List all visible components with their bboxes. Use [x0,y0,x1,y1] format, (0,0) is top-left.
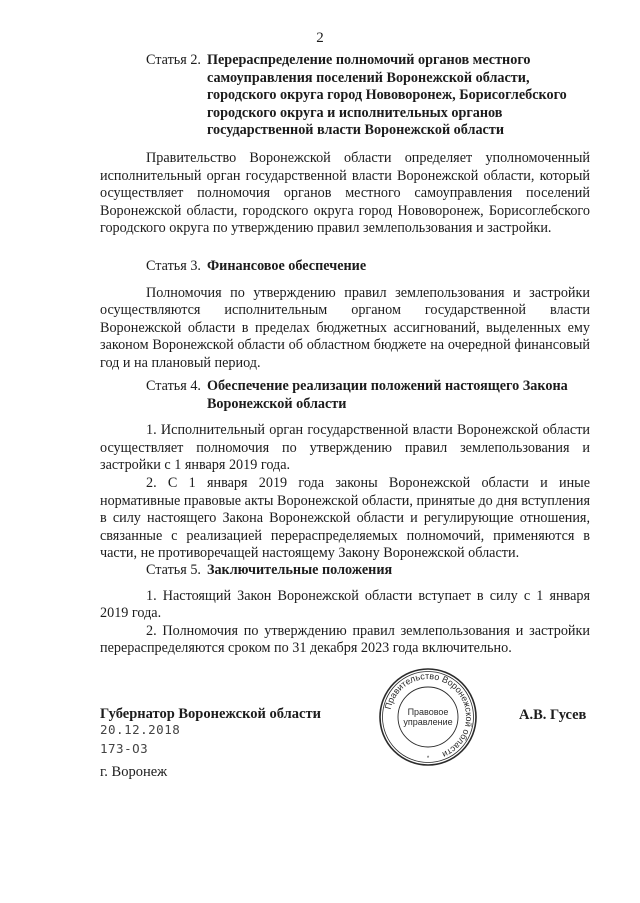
seal-star-icon: * [426,756,430,762]
article-title: Перераспределение полномочий органов местного самоуправления поселений Воронежской области, городского округа город Нововоронеж, Борисоглебского городского округа и исполнительных органов государственной власти Воронежской области [206,52,567,139]
article-label: Статья 2. [146,52,201,68]
article-title: Заключительные положения [206,562,393,578]
official-seal-icon [378,667,478,767]
article-label: Статья 5. [146,562,201,578]
article-title: Обеспечение реализации положений настоящего Закона Воронежской области [206,378,568,412]
city: г. Воронеж [100,764,168,780]
law-date: 20.12.2018 [100,722,181,737]
article-5 [100,562,590,658]
article-heading [100,378,590,413]
article-title: Финансовое обеспечение [206,258,367,274]
governor-title: Губернатор Воронежской области [100,706,321,722]
article-paragraph: Правительство Воронежской области определяет уполномоченный исполнительный орган государственной власти Воронежской области, который осуществляет полномочия органов местного самоуправления поселений Воронежской области, городского округа город Нововоронеж, Борисоглебского городского округа по утверждению правил землепользования и застройки. [100,149,590,237]
seal-center-line-1: Правовое [407,707,449,717]
article-heading [100,562,590,580]
article-paragraph: 2. Полномочия по утверждению правил землепользования и застройки перераспределяются сроком по 31 декабря 2023 года включительно. [100,622,590,657]
article-3 [100,258,590,373]
law-number: 173-ОЗ [100,741,149,756]
article-paragraph: 2. С 1 января 2019 года законы Воронежской области и иные нормативные правовые акты Воронежской области, принятые до дня вступления в силу настоящего Закона Воронежской области и регулирующие отношения, связанные с реализацией перераспределяемых полномочий, применяются в части, не противоречащей настоящему Закону Воронежской области. [100,474,590,562]
article-heading [100,52,590,140]
article-paragraph: 1. Исполнительный орган государственной власти Воронежской области осуществляет полномочия по утверждению правил землепользования и застройки с 1 января 2019 года. [100,422,590,474]
signatory-name: А.В. Гусев [519,707,587,723]
article-heading [100,258,590,276]
page-number: 2 [316,30,324,46]
article-2 [100,52,590,238]
article-paragraph: 1. Настоящий Закон Воронежской области вступает в силу с 1 января 2019 года. [100,587,590,622]
article-label: Статья 3. [146,258,201,274]
article-4 [100,378,590,563]
article-label: Статья 4. [146,378,201,394]
seal-center-line-2: управление [403,717,453,727]
seal-ring-text: Правительство Воронежской области [382,670,475,760]
article-paragraph: Полномочия по утверждению правил землепользования и застройки осуществляются исполнительным органом государственной власти Воронежской области в пределах бюджетных ассигнований, выделенных ему законом Воронежской области об областном бюджете на очередной финансовый год и на плановый период. [100,284,590,371]
